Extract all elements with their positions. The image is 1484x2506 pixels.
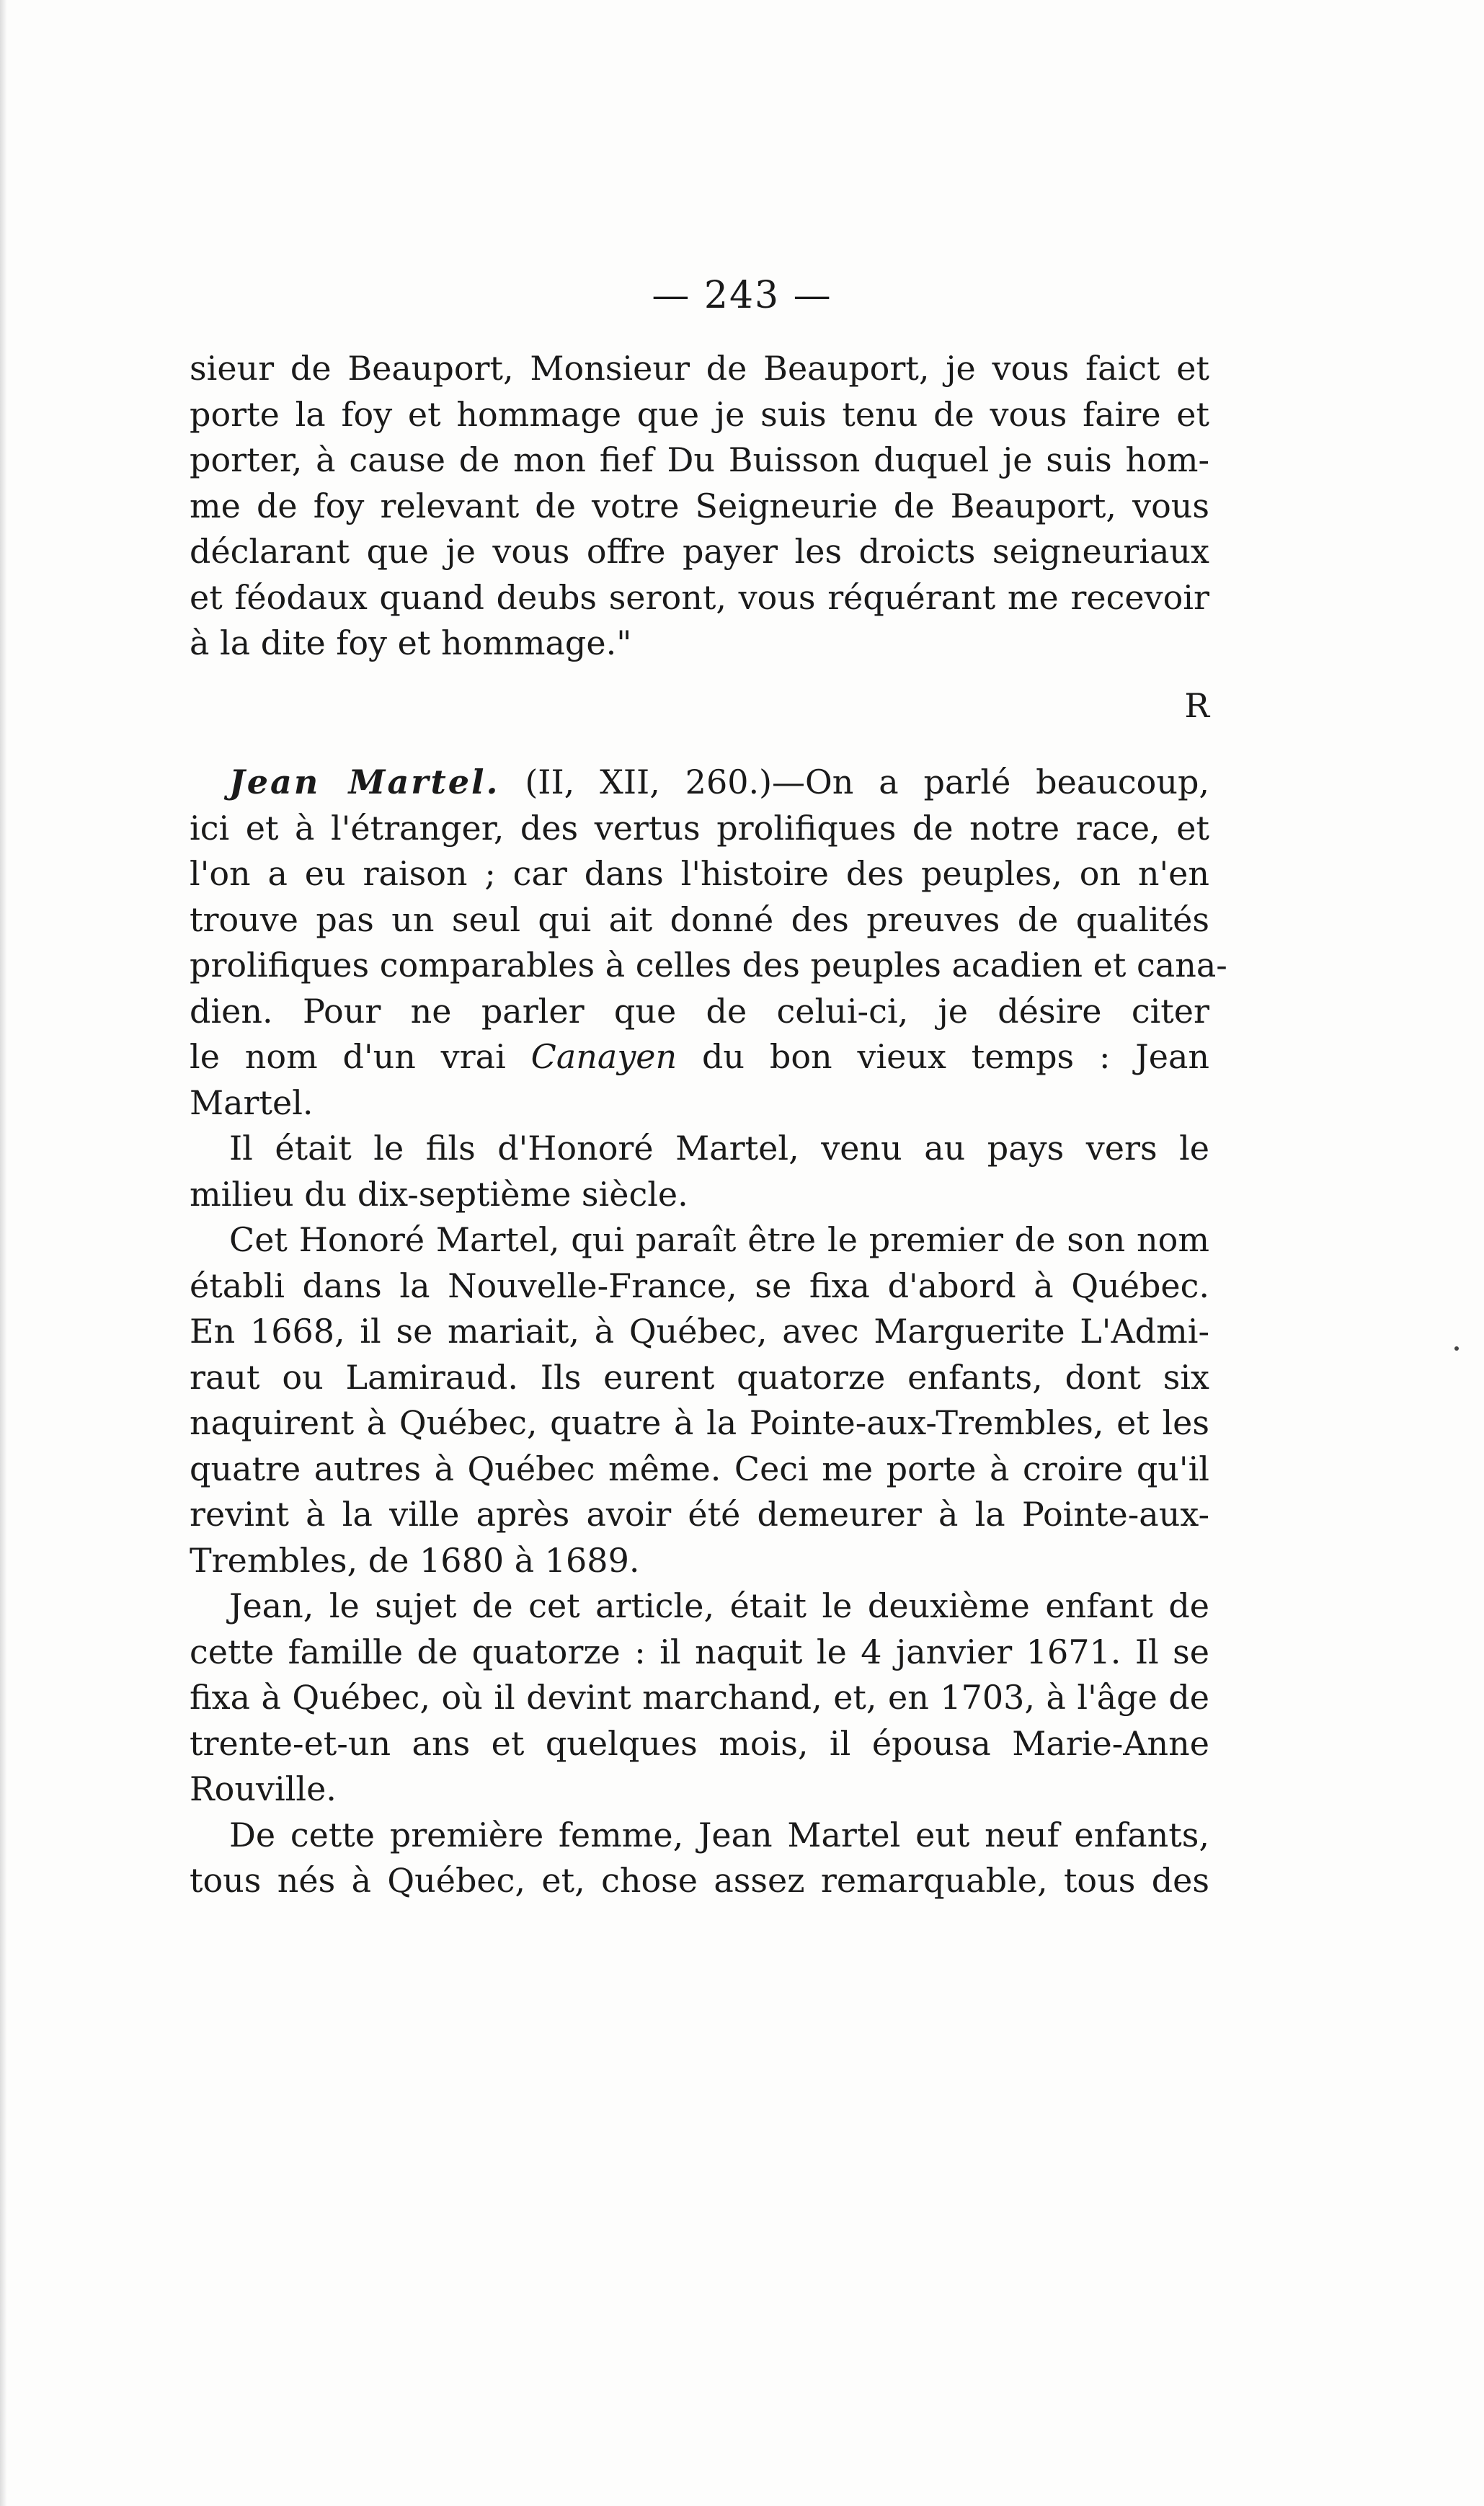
text-line: trouve pas un seul qui ait donné des preuves de qualités <box>190 899 1209 939</box>
article-reference: (II, XII, 260.)—On a parlé beaucoup, <box>525 763 1210 801</box>
text-line: quatre autres à Québec même. Ceci me porte à croire qu'il <box>190 1449 1209 1488</box>
text-fragment: du bon vieux temps : Jean <box>701 1037 1210 1076</box>
text-line: fixa à Québec, où il devint marchand, et, en 1703, à l'âge de <box>190 1678 1209 1717</box>
article-heading-line <box>190 760 1209 806</box>
text-line: revint à la ville après avoir été demeurer à la Pointe-aux- <box>190 1495 1209 1534</box>
text-line: Martel. <box>190 1083 314 1122</box>
text-line: déclarant que je vous offre payer les droicts seigneuriaux <box>190 532 1209 571</box>
scan-edge-shadow <box>0 0 7 2506</box>
text-line: établi dans la Nouvelle-France, se fixa d'abord à Québec. <box>190 1266 1209 1305</box>
text-line: sieur de Beauport, Monsieur de Beauport, je vous faict et <box>190 349 1209 388</box>
text-line: porter, à cause de mon fief Du Buisson duquel je suis hom- <box>190 440 1209 479</box>
text-line: trente-et-un ans et quelques mois, il épousa Marie-Anne <box>190 1723 1209 1763</box>
text-line: En 1668, il se mariait, à Québec, avec Marguerite L'Admi- <box>190 1312 1209 1351</box>
text-line: Cet Honoré Martel, qui paraît être le premier de son nom <box>229 1220 1209 1259</box>
page-number: — 243 — <box>652 274 832 317</box>
text-line: milieu du dix-septième siècle. <box>190 1174 688 1214</box>
article-jean-martel <box>190 760 1227 1904</box>
text-line <box>190 1034 1209 1080</box>
text-line: naquirent à Québec, quatre à la Pointe-aux-Trembles, et les <box>190 1403 1209 1442</box>
text-line: porte la foy et hommage que je suis tenu de vous faire et <box>190 394 1209 434</box>
quote-paragraph <box>190 346 1209 667</box>
italic-word: Canayen <box>530 1037 677 1076</box>
text-line: tous nés à Québec, et, chose assez remarquable, tous des <box>190 1861 1209 1900</box>
text-line: prolifiques comparables à celles des peuples acadien et cana- <box>190 946 1227 985</box>
article-heading: Jean Martel. <box>229 763 500 801</box>
text-line: Trembles, de 1680 à 1689. <box>190 1540 640 1580</box>
text-line: à la dite foy et hommage." <box>190 623 632 662</box>
scan-speck <box>1454 1346 1459 1351</box>
text-fragment: le nom d'un vrai <box>190 1037 506 1076</box>
text-line: De cette première femme, Jean Martel eut neuf enfants, <box>229 1815 1209 1854</box>
text-line: Il était le fils d'Honoré Martel, venu au pays vers le <box>229 1129 1209 1168</box>
text-line: me de foy relevant de votre Seigneurie de Beauport, vous <box>190 486 1209 525</box>
text-line: cette famille de quatorze : il naquit le 4 janvier 1671. Il se <box>190 1632 1209 1671</box>
text-line: Jean, le sujet de cet article, était le deuxième enfant de <box>229 1586 1209 1625</box>
text-line: dien. Pour ne parler que de celui-ci, je désire citer <box>190 991 1209 1031</box>
text-line: raut ou Lamiraud. Ils eurent quatorze enfants, dont six <box>190 1357 1209 1397</box>
text-line: l'on a eu raison ; car dans l'histoire des peuples, on n'en <box>190 854 1209 893</box>
text-line: Rouville. <box>190 1769 337 1808</box>
text-line: ici et à l'étranger, des vertus prolifiques de notre race, et <box>190 808 1209 848</box>
text-line: et féodaux quand deubs seront, vous réquérant me recevoir <box>190 577 1209 617</box>
author-initial: R <box>1184 686 1209 725</box>
